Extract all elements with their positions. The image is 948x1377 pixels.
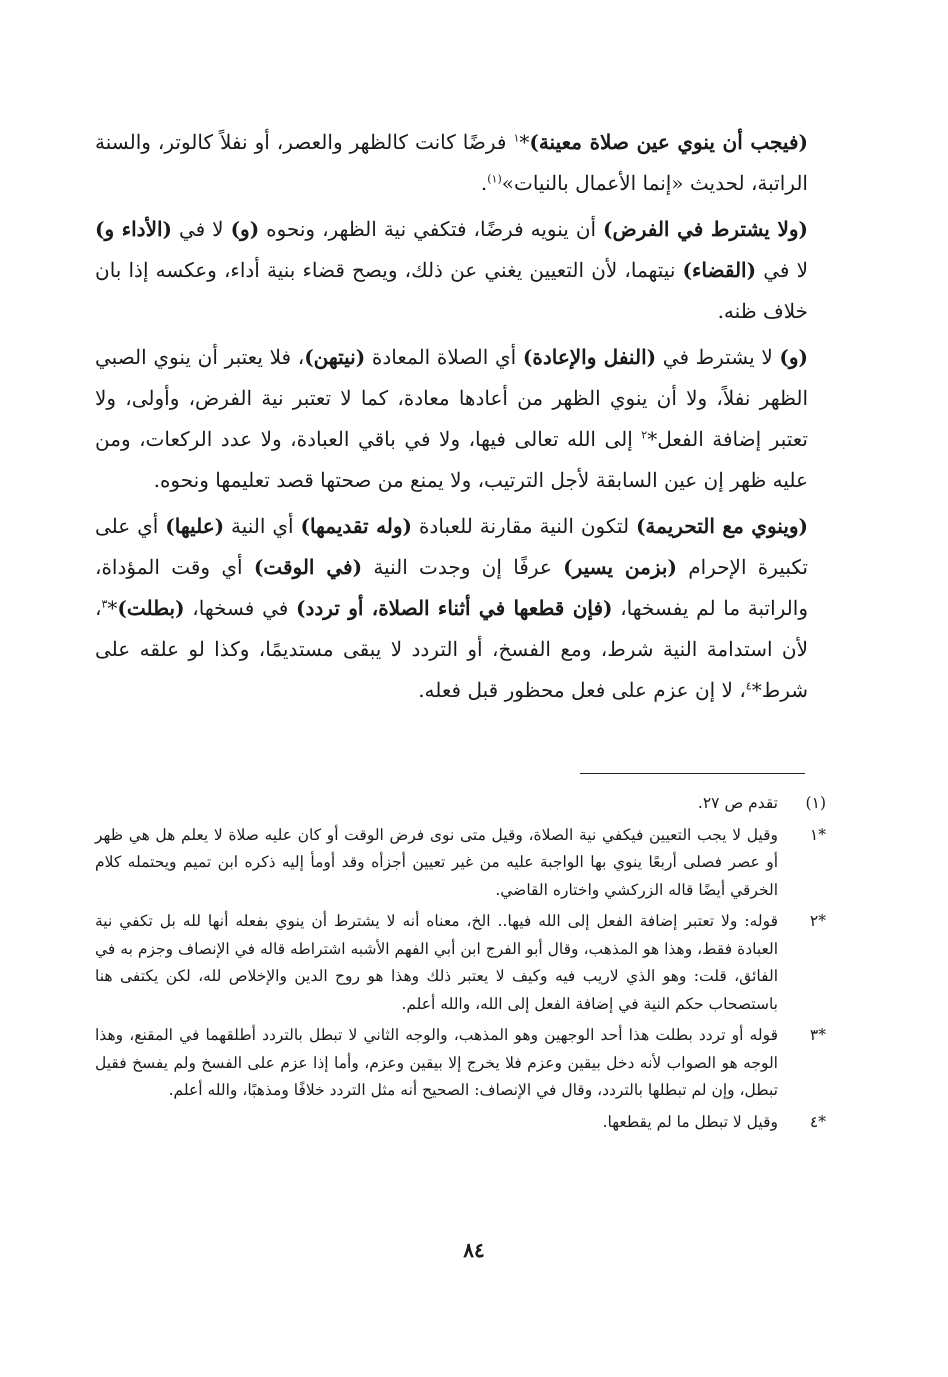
footnote-mark: *٤: [809, 1112, 826, 1131]
footnote-mark: *٢: [809, 912, 826, 930]
footnote-text: قوله أو تردد بطلت هذا أحد الوجهين وهو المذهب، والوجه الثاني لا تبطل بالتردد أطلقهما في المقنع، وهذا الوجه هو الصواب لأنه دخل بيقين وعزم فلا يخرج إلا بيقين وعزم، وأما إذا عزم على الفسخ ولم يفسخ فقيل تبطل، وإن لم تبطلها بالتردد، وقال في الإنصاف: الصحيح أنه مثل التردد خلافًا ومذهبًا، والله أعلم.: [95, 1026, 778, 1099]
commentary-text: أي الصلاة المعادة: [365, 345, 523, 369]
footnote-separator: [580, 773, 805, 774]
footnote: [95, 790, 826, 818]
paragraph: [95, 506, 808, 711]
footnotes: [95, 790, 826, 1140]
matn-text: (فيجب أن ينوي عين صلاة معينة): [529, 130, 808, 154]
footnote-ref: ٤: [745, 679, 752, 693]
commentary-text: ، لا إن عزم على فعل محظور قبل فعله.: [418, 678, 746, 702]
matn-text: (ولا يشترط في الفرض): [603, 217, 808, 241]
commentary-text: *: [751, 678, 762, 702]
commentary-text: لا يشترط في: [656, 345, 780, 369]
matn-text: (فإن قطعها في أثناء الصلاة، أو تردد): [296, 596, 613, 620]
paragraph: [95, 209, 808, 332]
paragraph: [95, 337, 808, 501]
commentary-text: *: [519, 130, 530, 154]
matn-text: (وله تقديمها): [300, 514, 413, 538]
footnote-mark: (١): [805, 794, 826, 812]
matn-text: (و): [779, 345, 809, 369]
footnote: [95, 1109, 826, 1137]
matn-text: (في الوقت): [253, 555, 363, 579]
commentary-text: في فسخها،: [184, 596, 297, 620]
matn-text: (القضاء): [682, 258, 757, 282]
commentary-text: أي وقت المؤداة، والراتبة ما لم يفسخها،: [95, 555, 808, 620]
commentary-text: ، لأن استدامة النية شرط، ومع الفسخ، أو التردد لا يبقى مستديمًا، وكذا لو علقه على شرط: [95, 596, 808, 702]
commentary-text: *: [647, 427, 658, 451]
footnote: [95, 822, 826, 905]
commentary-text: لا في: [756, 258, 808, 282]
paragraph: [95, 122, 808, 204]
commentary-text: ، فلا يعتبر أن ينوي الصبي الظهر نفلاً، ولا أن ينوي الظهر من أعادها معادة، كما لا تعتبر نية الفرض، وأولى، ولا تعتبر إضافة الفعل: [95, 345, 808, 451]
commentary-text: عرفًا إن وجدت النية: [362, 555, 564, 579]
commentary-text: لتكون النية مقارنة للعبادة: [412, 514, 636, 538]
matn-text: (الأداء و): [95, 217, 172, 241]
footnote: [95, 908, 826, 1018]
footnote-ref: ١: [513, 131, 520, 145]
matn-text: (النفل والإعادة): [522, 345, 657, 369]
commentary-text: أن ينويه فرضًا، فتكفي نية الظهر، ونحوه: [259, 217, 604, 241]
commentary-text: *: [107, 596, 118, 620]
main-text: [95, 122, 808, 716]
footnote-ref: ٣: [101, 597, 108, 611]
matn-text: (وينوي مع التحريمة): [635, 514, 809, 538]
commentary-text: لا في: [172, 217, 231, 241]
footnote-mark: *١: [809, 825, 826, 844]
commentary-text: نيتهما، لأن التعيين يغني عن ذلك، ويصح قضاء بنية أداء، وعكسه إذا بان خلاف ظنه.: [95, 258, 808, 323]
commentary-text: فرضًا كانت كالظهر والعصر، أو نفلاً كالوتر، والسنة الراتبة، لحديث «إنما الأعمال بالنيات»: [95, 130, 808, 195]
footnote: [95, 1022, 826, 1105]
matn-text: (بزمن يسير): [563, 555, 677, 579]
footnote-text: تقدم ص ٢٧.: [697, 794, 778, 812]
footnote-text: وقيل لا يجب التعيين فيكفي نية الصلاة، وقيل متى نوى فرض الوقت أو كان عليه صلاة لا يعلم هل هي ظهر أو عصر فصلى أربعًا ينوي بها الواجبة عليه من غير تعيين أجزأه وقد أومأ إليه ذكره ابن تميم ويحتمله كلام الخرقي أيضًا قاله الزركشي واختاره القاضي.: [95, 825, 779, 899]
footnote-text: قوله: ولا تعتبر إضافة الفعل إلى الله فيها.. الخ، معناه أنه لا يشترط أن ينوي بفعله أنها لله بل تكفي نية العبادة فقط، وهذا هو المذهب، وقال أبو الفرج ابن أبي الفهم الأشبه اشتراطه قاله في الإنصاف وجزم به في الفائق، قلت: وهو الذي لاريب فيه وكيف لا يعتبر ذلك وهذا هو روح الدين والإخلاص لله، لكن يكتفى هنا باستصحاب حكم النية في إضافة الفعل إلى الله، والله أعلم.: [95, 912, 778, 1013]
commentary-text: .: [480, 171, 488, 195]
matn-text: (نيتهن): [304, 345, 366, 369]
footnote-ref: ٢: [641, 428, 648, 442]
commentary-text: إلى الله تعالى فيها، ولا في باقي العبادة، ولا عدد الركعات، ومن عليه ظهر إن عين السابقة لأجل الترتيب، ولا يمنع من صحتها قصد تعليمها ونحوه.: [95, 427, 808, 492]
page-number: ٨٤: [463, 1238, 485, 1262]
commentary-text: أي على تكبيرة الإحرام: [95, 514, 808, 579]
footnote-text: وقيل لا تبطل ما لم يقطعها.: [602, 1112, 778, 1131]
footnote-ref: (١): [487, 172, 502, 186]
footnote-mark: *٣: [809, 1026, 826, 1044]
commentary-text: أي النية: [224, 514, 301, 538]
matn-text: (بطلت): [117, 596, 185, 620]
matn-text: (عليها): [165, 514, 225, 538]
matn-text: (و): [230, 217, 260, 241]
